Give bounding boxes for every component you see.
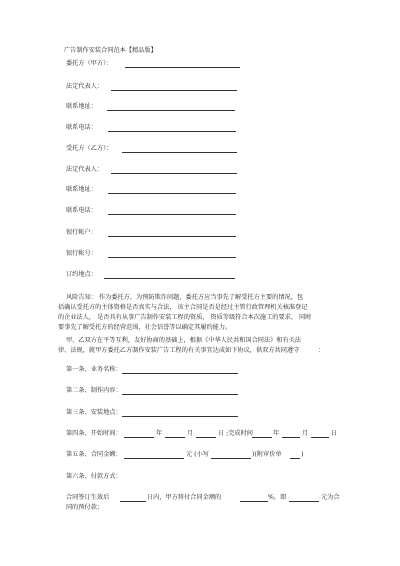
bank-no-label: 银行帐号： xyxy=(66,250,97,257)
end-year-blank xyxy=(252,437,272,438)
start-year-label: 年 xyxy=(156,430,163,437)
intro-line-2-end: ： xyxy=(318,347,325,354)
article-2-blank xyxy=(122,394,238,395)
payment-line-b: 日内，甲方将付合同金额的 xyxy=(147,494,222,501)
start-day-blank xyxy=(196,437,216,438)
risk-notice-line-2: 括确认受托方的主体资格是否真实与合法， 该主合同是否是经过主管行政管理机关核准登记 xyxy=(58,304,308,311)
intro-line-1: 甲、乙双方在平等互利，友好协商的基础上，根据《中华人民共和国合同法》和有关法 xyxy=(66,337,302,344)
end-month-blank xyxy=(282,437,300,438)
audit-sheet-close: ) xyxy=(301,451,304,458)
audit-sheet-blank xyxy=(290,458,300,459)
article-3-label: 第三条、安装地点： xyxy=(66,409,122,416)
start-month-blank xyxy=(165,437,185,438)
sign-place-label: 订约地点： xyxy=(66,271,97,278)
bank-no-blank xyxy=(108,257,236,258)
completion-label: 日 ;完成时间 xyxy=(218,430,253,437)
payment-line-c: %，即 xyxy=(268,494,287,501)
payment-days-blank xyxy=(120,501,146,502)
party-b-rep-blank xyxy=(111,173,237,174)
party-a-tel-label: 联系电话： xyxy=(66,124,97,131)
party-b-tel-blank xyxy=(108,214,236,215)
end-month-label: 月 xyxy=(302,430,309,437)
payment-percent-blank xyxy=(240,501,268,502)
intro-line-2: 律、法规，就甲方委托乙方制作安装广告工程的有关事宜达成如下协议，供双方共同遵守 xyxy=(58,347,300,354)
bank-account-blank xyxy=(108,236,236,237)
end-day-blank xyxy=(311,437,329,438)
risk-notice-line-1: 风险告知： 作为委托方，为预防欺诈问题，委托方应当事先了解受托方主要的情况，包 xyxy=(66,294,304,301)
party-a-rep-label: 法定代表人： xyxy=(66,83,104,90)
article-3-blank xyxy=(122,416,238,417)
party-b-tel-label: 联系电话： xyxy=(66,207,97,214)
amount-unit-label: 元 (小写 xyxy=(186,451,209,458)
party-a-label: 委托方（甲方）： xyxy=(66,60,113,67)
payment-line-e: 同的预付款； xyxy=(66,504,104,511)
amount-lowercase-blank xyxy=(211,458,251,459)
end-day-label: 日 xyxy=(331,430,338,437)
audit-sheet-label: )(附审价单 xyxy=(252,451,282,458)
party-a-addr-label: 联系地址： xyxy=(66,103,97,110)
article-5-label: 第五条、合同金额： xyxy=(66,451,122,458)
article-1-blank xyxy=(122,373,238,374)
risk-notice-line-3: 的企业法人， 是否具有从事广告制作安装工程的资质， 资质等级符合本次施工的要求， 同时 xyxy=(58,314,312,321)
document-title: 广告制作安装合同范本【精品版】 xyxy=(64,47,157,54)
party-b-addr-label: 联系地址： xyxy=(66,186,97,193)
sign-place-blank xyxy=(104,278,235,279)
party-a-addr-blank xyxy=(107,110,235,111)
article-2-label: 第二条、制作内容： xyxy=(66,387,122,394)
payment-line-a: 合同签订生效后 xyxy=(66,494,110,501)
party-a-blank xyxy=(125,67,240,68)
payment-line-d: 元为合 xyxy=(321,494,340,501)
bank-account-label: 银行帐户： xyxy=(66,229,97,236)
party-b-label: 受托方（乙方）： xyxy=(66,145,113,152)
party-a-tel-blank xyxy=(108,131,236,132)
amount-blank xyxy=(124,458,184,459)
payment-amount-blank xyxy=(289,501,319,502)
end-year-label: 年 xyxy=(273,430,280,437)
risk-notice-line-4: 要事先了解受托方的经营范围，社会信誉等以确定其履约能力。 xyxy=(58,324,232,331)
party-a-rep-blank xyxy=(111,90,237,91)
article-1-label: 第一条、业务名称： xyxy=(66,366,122,373)
article-6-label: 第六条、付款方式： xyxy=(66,473,122,480)
start-year-blank xyxy=(124,437,154,438)
article-4-label: 第四条、开始时间： xyxy=(66,430,122,437)
party-b-blank xyxy=(122,152,237,153)
start-month-label: 月 xyxy=(187,430,194,437)
party-b-rep-label: 法定代表人： xyxy=(66,166,104,173)
party-b-addr-blank xyxy=(108,193,236,194)
